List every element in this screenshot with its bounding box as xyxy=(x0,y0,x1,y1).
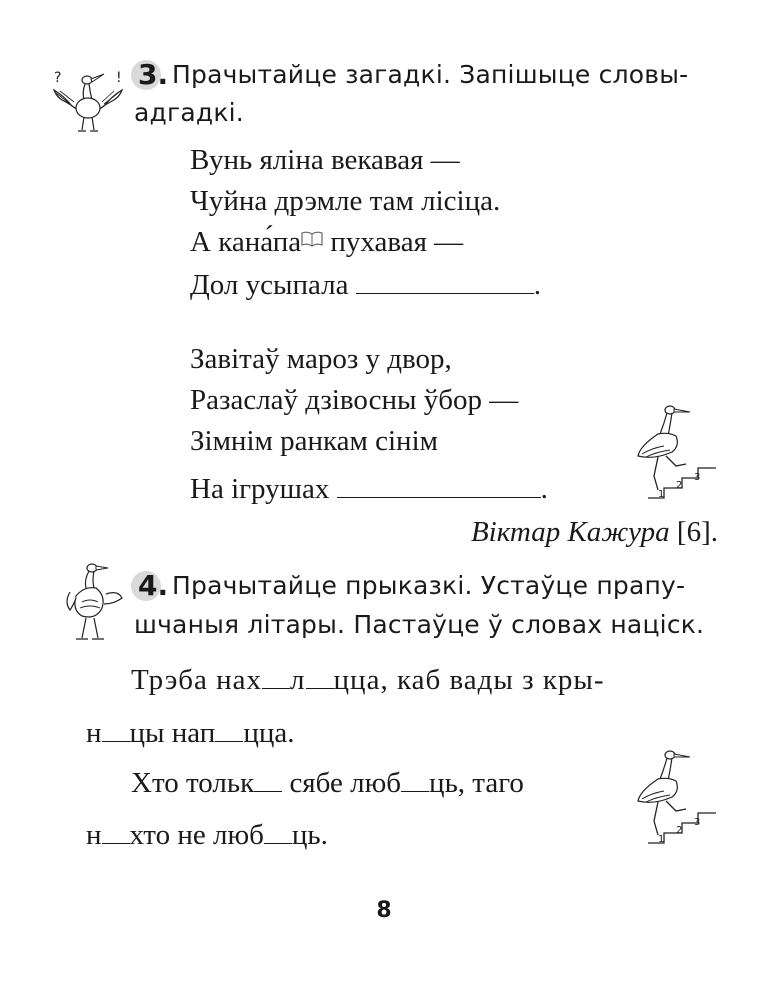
riddle2-line2: Разаслаў дзівосны ўбор — xyxy=(190,384,519,416)
svg-text:3: 3 xyxy=(694,472,701,483)
svg-text:1: 1 xyxy=(658,489,665,500)
letter-gap[interactable] xyxy=(264,823,292,844)
task-4-instruction-line2: шчаныя літары. Пастаўце ў словах націск. xyxy=(134,610,705,639)
answer-blank-1[interactable] xyxy=(356,273,534,294)
riddle1-line1: Вунь яліна векавая — xyxy=(190,144,460,176)
proverb1-line2: н цы нап цца. xyxy=(86,717,295,749)
stork-stairs-icon xyxy=(636,400,718,500)
letter-gap[interactable] xyxy=(102,721,130,742)
task-4-instruction-line1: Прачытайце прыказкі. Устаўце прапу- xyxy=(172,571,686,600)
svg-text:2: 2 xyxy=(676,825,683,836)
letter-gap[interactable] xyxy=(262,668,290,689)
proverb2-line2: н хто не люб ць. xyxy=(86,819,328,851)
author-attribution xyxy=(471,515,718,549)
letter-gap[interactable] xyxy=(401,771,429,792)
stork-question-icon xyxy=(44,60,134,136)
source-reference: [6]. xyxy=(676,516,718,548)
exclamation-mark: ! xyxy=(116,70,122,86)
proverb2-line1: Хто тольк сябе люб ць, таго xyxy=(131,767,524,799)
letter-gap[interactable] xyxy=(306,668,334,689)
riddle2-line3: Зімнім ранкам сінім xyxy=(190,425,438,457)
letter-gap[interactable] xyxy=(215,721,243,742)
stork-sitting-icon xyxy=(62,558,130,644)
riddle1-line2: Чуйна дрэмле там лісіца. xyxy=(190,185,501,217)
svg-text:2: 2 xyxy=(676,480,683,491)
riddle2-line4: На ігрушах . xyxy=(190,473,548,505)
svg-text:3: 3 xyxy=(694,817,701,828)
proverb1-line1: Трэба нах л цца, каб вады з кры- xyxy=(131,664,605,696)
riddle2-line1: Завітаў мароз у двор, xyxy=(190,343,452,375)
task-3-instruction-line2: адгадкі. xyxy=(134,98,244,127)
letter-gap[interactable] xyxy=(102,823,130,844)
answer-blank-2[interactable] xyxy=(337,477,541,498)
author-name: Віктар Кажура xyxy=(470,516,670,548)
question-mark: ? xyxy=(54,70,62,86)
task-3-instruction-line1: Прачытайце загадкі. Запішыце словы- xyxy=(172,60,689,89)
stork-stairs-icon xyxy=(636,745,718,845)
book-icon xyxy=(301,221,323,255)
task-4-number: 4. xyxy=(138,569,169,602)
page-number: 8 xyxy=(376,898,392,923)
svg-text:1: 1 xyxy=(658,834,665,845)
riddle1-line4: Дол усыпала . xyxy=(190,269,541,301)
riddle1-word-kanapa: А кана́па xyxy=(190,226,302,258)
letter-gap[interactable] xyxy=(254,771,282,792)
task-3-number: 3. xyxy=(138,58,169,91)
riddle1-word-rest: пухавая — xyxy=(330,226,464,258)
riddle1-line3 xyxy=(190,225,463,259)
